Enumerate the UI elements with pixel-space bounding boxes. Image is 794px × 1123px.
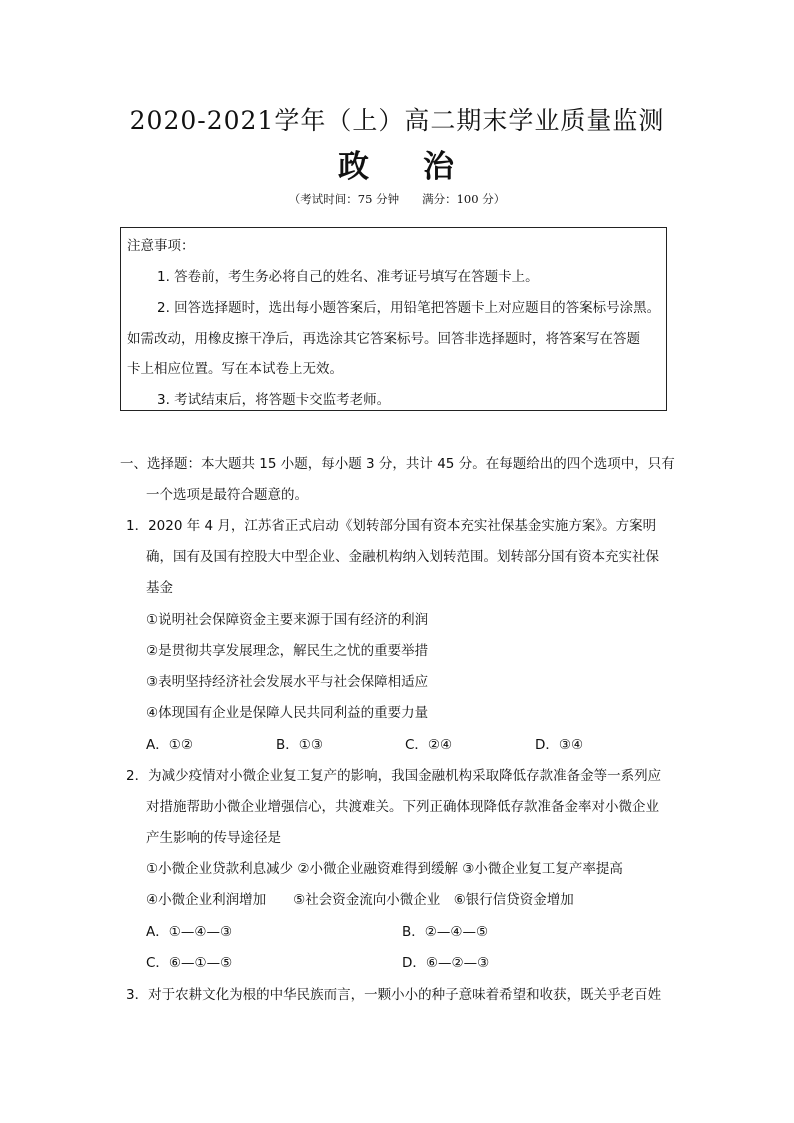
q2-line-3: 产生影响的传导途径是 [146, 830, 281, 846]
section-heading-line-2: 一个选项是最符合题意的。 [146, 487, 308, 503]
q3-line-1: 3．对于农耕文化为根的中华民族而言，一颗小小的种子意味着希望和收获，既关乎老百姓 [126, 987, 662, 1003]
q1-line-1: 1．2020 年 4 月，江苏省正式启动《划转部分国有资本充实社保基金实施方案》。方案明 [126, 518, 657, 534]
notice-item-2-line-2: 如需改动，用橡皮擦干净后，再选涂其它答案标号。回答非选择题时，将答案写在答题 [127, 331, 640, 347]
notice-heading: 注意事项： [127, 238, 195, 254]
q1-option-a: A．①② [146, 737, 193, 753]
q2-line-1: 2．为减少疫情对小微企业复工复产的影响，我国金融机构采取降低存款准备金等一系列应 [126, 768, 662, 784]
notice-box [120, 227, 667, 411]
q1-statement-3: ③表明坚持经济社会发展水平与社会保障相适应 [146, 674, 429, 690]
section-heading-line-1: 一、选择题：本大题共 15 小题，每小题 3 分，共计 45 分。在每题给出的四个选项中，只有 [120, 456, 675, 472]
subject-char-2: 治 [423, 149, 456, 185]
notice-item-2-line-3: 卡上相应位置。写在本试卷上无效。 [127, 361, 343, 377]
q1-option-c: C．②④ [405, 737, 453, 753]
notice-item-1: 1. 答卷前，考生务必将自己的姓名、准考证号填写在答题卡上。 [157, 269, 539, 285]
subject-title [0, 141, 794, 186]
q2-statements-2: ④小微企业利润增加 ⑤社会资金流向小微企业 ⑥银行信贷资金增加 [146, 892, 574, 908]
q1-option-b: B．①③ [276, 737, 323, 753]
q1-option-d: D．③④ [535, 737, 584, 753]
notice-item-3: 3. 考试结束后，将答题卡交监考老师。 [157, 392, 391, 408]
q2-line-2: 对措施帮助小微企业增强信心，共渡难关。下列正确体现降低存款准备金率对小微企业 [146, 799, 659, 815]
q1-line-2: 确，国有及国有控股大中型企业、金融机构纳入划转范围。划转部分国有资本充实社保 [146, 549, 659, 565]
q2-statements-1: ①小微企业贷款利息减少 ②小微企业融资难得到缓解 ③小微企业复工复产率提高 [146, 861, 623, 877]
q2-option-d: D．⑥—②—③ [402, 955, 490, 971]
q2-option-c: C．⑥—①—⑤ [146, 955, 233, 971]
q1-line-3: 基金 [146, 580, 173, 596]
exam-title: 2020-2021学年（上）高二期末学业质量监测 [129, 106, 665, 135]
q2-option-b: B．②—④—⑤ [402, 924, 489, 940]
q2-option-a: A．①—④—③ [146, 924, 233, 940]
q1-statement-2: ②是贯彻共享发展理念，解民生之忧的重要举措 [146, 643, 429, 659]
q1-statement-4: ④体现国有企业是保障人民共同利益的重要力量 [146, 705, 429, 721]
subject-char-1: 政 [338, 149, 371, 185]
exam-info: （考试时间：75 分钟 满分：100 分） [288, 192, 506, 206]
notice-item-2-line-1: 2. 回答选择题时，选出每小题答案后，用铅笔把答题卡上对应题目的答案标号涂黑。 [157, 300, 661, 316]
q1-statement-1: ①说明社会保障资金主要来源于国有经济的利润 [146, 612, 429, 628]
